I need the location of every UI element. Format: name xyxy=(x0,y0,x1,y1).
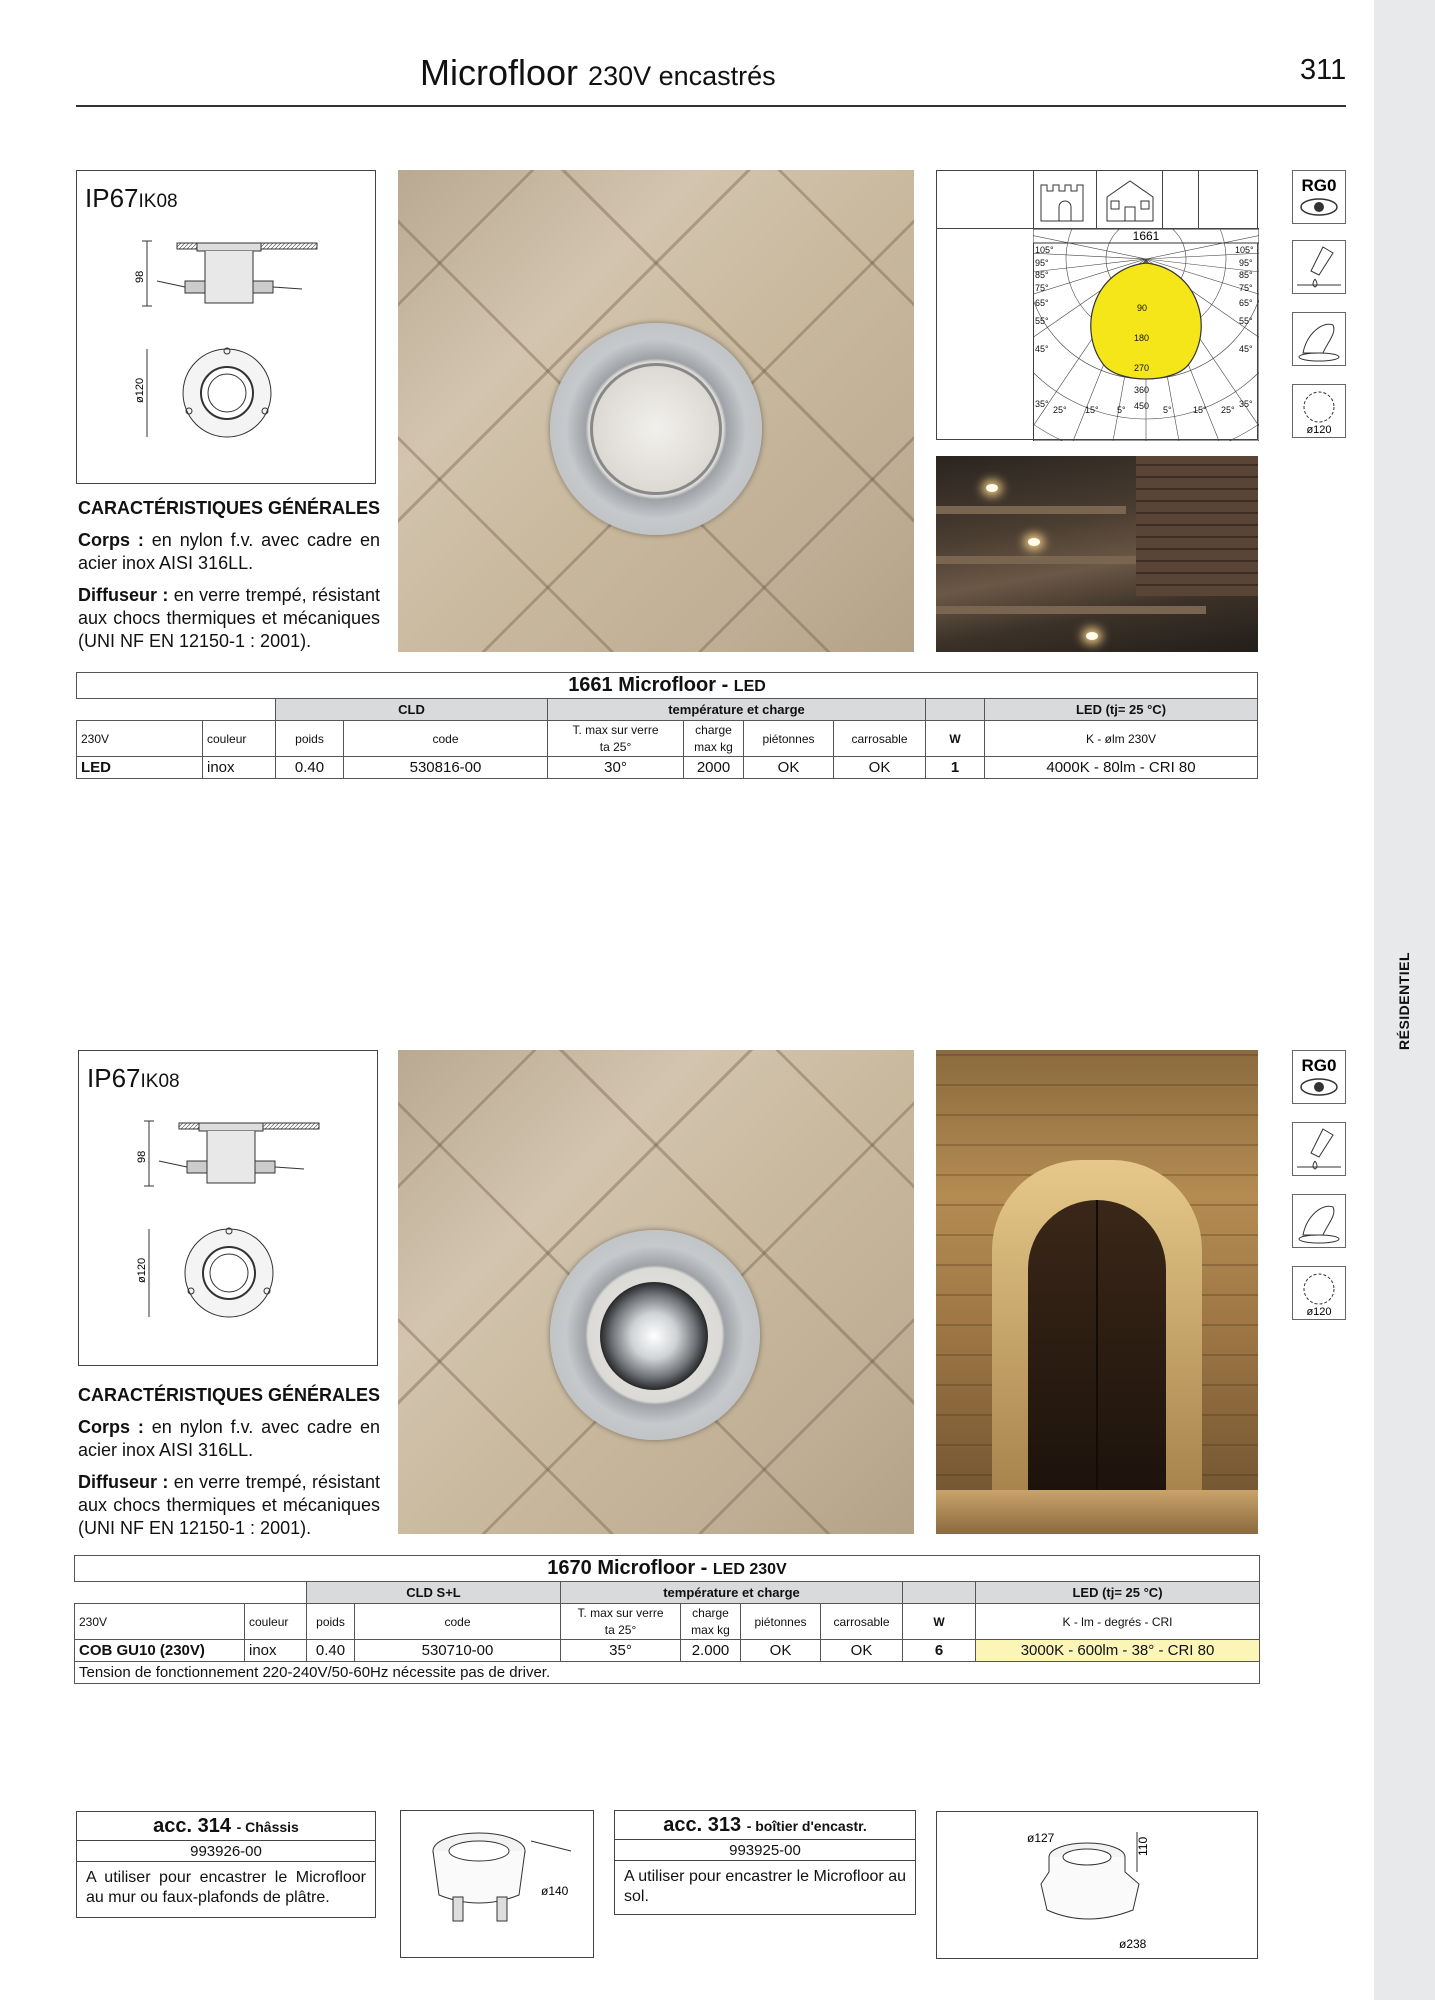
svg-text:85°: 85° xyxy=(1239,270,1253,280)
svg-text:98: 98 xyxy=(134,270,146,283)
svg-text:65°: 65° xyxy=(1035,298,1049,308)
rg0-icon xyxy=(1292,170,1346,224)
svg-text:15°: 15° xyxy=(1193,405,1207,415)
chemical-resistance-icon-2 xyxy=(1292,1122,1346,1176)
svg-text:ø120: ø120 xyxy=(136,1257,148,1283)
svg-text:5°: 5° xyxy=(1163,405,1172,415)
title-main: Microfloor xyxy=(420,52,579,93)
svg-text:ø120: ø120 xyxy=(134,377,146,403)
svg-text:85°: 85° xyxy=(1035,270,1049,280)
svg-text:25°: 25° xyxy=(1053,405,1067,415)
technical-drawing-1 xyxy=(76,170,376,484)
svg-text:55°: 55° xyxy=(1239,316,1253,326)
fixture-drawing-icon xyxy=(77,171,377,485)
svg-text:5°: 5° xyxy=(1117,405,1126,415)
svg-text:1661: 1661 xyxy=(1132,229,1160,243)
accessory-314-drawing xyxy=(400,1810,594,1958)
house-icon xyxy=(1101,175,1159,223)
svg-text:ø140: ø140 xyxy=(541,1884,569,1898)
accessory-314: acc. 314 - Châssis 993926-00 A utiliser pour encastrer le Microfloor au mur ou faux-plafonds de plâtre. xyxy=(76,1811,376,1918)
svg-text:180: 180 xyxy=(1134,333,1150,343)
svg-text:75°: 75° xyxy=(1035,283,1049,293)
photometric-panel xyxy=(936,170,1258,440)
svg-text:110: 110 xyxy=(1136,1836,1150,1856)
encasement-box-icon xyxy=(937,1812,1259,1960)
svg-text:65°: 65° xyxy=(1239,298,1253,308)
ip-rating: IP67IK08 xyxy=(85,183,178,213)
svg-text:98: 98 xyxy=(136,1150,148,1163)
corps-text-1: Corps : en nylon f.v. avec cadre en acier inox AISI 316LL. xyxy=(78,530,380,573)
walk-over-icon xyxy=(1292,312,1346,366)
technical-drawing-2 xyxy=(78,1050,378,1366)
svg-text:75°: 75° xyxy=(1239,283,1253,293)
spec-table-1: 1661 Microfloor - LED CLD température et charge LED (tj= 25 °C) 230V couleur poids code T. max sur verre ta 25° charge max kg piétonnes carrosable W K - ølm 230V LED inox 0.40 530816-00 30° 2000 OK OK 1 4000K - 80lm - CRI 80 xyxy=(76,672,1258,779)
svg-text:RG0: RG0 xyxy=(1301,176,1337,195)
svg-text:15°: 15° xyxy=(1085,405,1099,415)
svg-text:35°: 35° xyxy=(1239,399,1253,409)
svg-text:ø127: ø127 xyxy=(1027,1831,1055,1845)
svg-text:55°: 55° xyxy=(1035,316,1049,326)
castle-icon xyxy=(1037,175,1093,223)
chemical-resistance-icon xyxy=(1292,240,1346,294)
chassis-icon xyxy=(401,1811,595,1959)
svg-text:45°: 45° xyxy=(1035,344,1049,354)
svg-text:90: 90 xyxy=(1137,303,1148,313)
accessory-313: acc. 313 - boîtier d'encastr. 993925-00 A utiliser pour encastrer le Microfloor au sol. xyxy=(614,1810,916,1915)
page-number: 311 xyxy=(1300,54,1347,86)
accessory-313-drawing xyxy=(936,1811,1258,1959)
svg-text:105°: 105° xyxy=(1235,245,1254,255)
svg-text:105°: 105° xyxy=(1035,245,1054,255)
svg-text:270: 270 xyxy=(1134,363,1150,373)
diffuseur-text-2: Diffuseur : en verre trempé, résistant aux chocs thermiques et mécaniques (UNI NF EN 12150-1 : 2001). xyxy=(78,1472,380,1538)
svg-text:95°: 95° xyxy=(1239,258,1253,268)
svg-text:360: 360 xyxy=(1134,385,1150,395)
polar-diagram xyxy=(1033,229,1259,441)
walk-over-icon-2 xyxy=(1292,1194,1346,1248)
svg-text:ø120: ø120 xyxy=(1306,1306,1332,1318)
stairs-photo xyxy=(936,456,1258,652)
svg-text:450: 450 xyxy=(1134,401,1150,411)
svg-text:RG0: RG0 xyxy=(1301,1056,1337,1075)
fixture-drawing-2-icon xyxy=(79,1051,379,1365)
corps-text-2: Corps : en nylon f.v. avec cadre en acier inox AISI 316LL. xyxy=(78,1417,380,1460)
product-photo-2 xyxy=(398,1050,914,1534)
svg-text:ø120: ø120 xyxy=(1306,424,1332,436)
spec-table-2: 1670 Microfloor - LED 230V CLD S+L température et charge LED (tj= 25 °C) 230V couleur poids code T. max sur verre ta 25° charge max kg piétonnes carrosable W K - lm - degrés - CRI COB GU10 (230V) inox 0.40 530710-00 35° 2.000 OK OK 6 3000K - 600lm - 38° - CRI 80 Tension de fonctionnement 220-240V/50-60Hz nécessite pas de driver. xyxy=(74,1555,1260,1684)
building-photo xyxy=(936,1050,1258,1534)
page-title xyxy=(420,52,776,94)
svg-text:35°: 35° xyxy=(1035,399,1049,409)
features-title-2: CARACTÉRISTIQUES GÉNÉRALES xyxy=(78,1385,381,1405)
diameter-icon xyxy=(1292,384,1346,438)
header-rule xyxy=(76,105,1346,107)
svg-text:95°: 95° xyxy=(1035,258,1049,268)
rg0-icon-2 xyxy=(1292,1050,1346,1104)
svg-text:ø238: ø238 xyxy=(1119,1937,1147,1951)
side-tab-label: RÉSIDENTIEL xyxy=(1396,951,1412,1050)
ip-rating-2: IP67IK08 xyxy=(87,1063,180,1093)
title-rest: 230V encastrés xyxy=(588,61,776,91)
svg-text:25°: 25° xyxy=(1221,405,1235,415)
diffuseur-text-1: Diffuseur : en verre trempé, résistant aux chocs thermiques et mécaniques (UNI NF EN 12150-1 : 2001). xyxy=(78,585,380,651)
diameter-icon-2 xyxy=(1292,1266,1346,1320)
product-photo-1 xyxy=(398,170,914,652)
svg-text:45°: 45° xyxy=(1239,344,1253,354)
features-title-1: CARACTÉRISTIQUES GÉNÉRALES xyxy=(78,498,381,518)
